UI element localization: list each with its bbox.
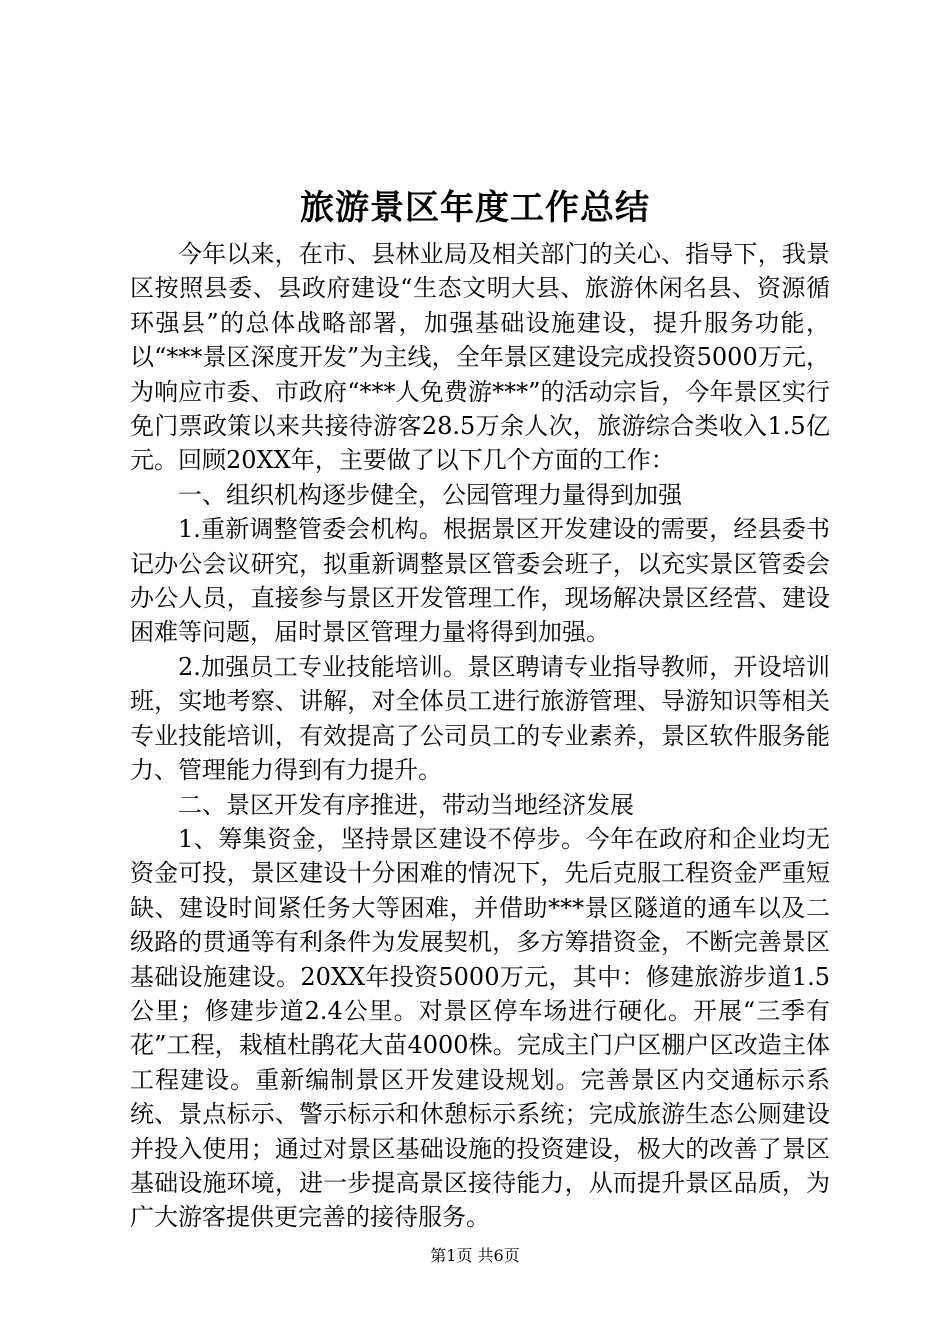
section-heading-2: 二、景区开发有序推进，带动当地经济发展	[178, 790, 634, 819]
document-title: 旅游景区年度工作总结	[300, 188, 650, 228]
paragraph-1-2: 2.加强员工专业技能培训。景区聘请专业指导教师，开设培训班，实地考察、讲解，对全体员工进行旅游管理、导游知识等相关专业技能培训，有效提高了公司员工的专业素养，景区软件服务能力、管理能力得到有力提升。	[130, 652, 830, 785]
intro-paragraph: 今年以来，在市、县林业局及相关部门的关心、指导下，我景区按照县委、县政府建设“生态文明大县、旅游休闲名县、资源循环强县”的总体战略部署，加强基础设施建设，提升服务功能，以“***景区深度开发”为主线，全年景区建设完成投资5000万元，为响应市委、市政府“***人免费游***”的活动宗旨，今年景区实行免门票政策以来共接待游客28.5万余人次，旅游综合类收入1.5亿元。回顾20XX年，主要做了以下几个方面的工作：	[130, 240, 830, 475]
paragraph-2-1: 1、筹集资金，坚持景区建设不停步。今年在政府和企业均无资金可投，景区建设十分困难的情况下，先后克服工程资金严重短缺、建设时间紧任务大等困难，并借助***景区隧道的通车以及二级路的贯通等有利条件为发展契机，多方筹措资金，不断完善景区基础设施建设。20XX年投资5000万元，其中：修建旅游步道1.5公里；修建步道2.4公里。对景区停车场进行硬化。开展“三季有花”工程，栽植杜鹃花大苗4000株。完成主门户区棚户区改造主体工程建设。重新编制景区开发建设规划。完善景区内交通标示系统、景点标示、警示标示和休憩标示系统；完成旅游生态公厕建设并投入使用；通过对景区基础设施的投资建设，极大的改善了景区基础设施环境，进一步提高景区接待能力，从而提升景区品质，为广大游客提供更完善的接待服务。	[130, 824, 830, 1232]
document-body	[130, 237, 830, 1235]
section-heading-1: 一、组织机构逐步健全，公园管理力量得到加强	[178, 480, 682, 509]
paragraph-1-1: 1.重新调整管委会机构。根据景区开发建设的需要，经县委书记办公会议研究，拟重新调整景区管委会班子，以充实景区管委会办公人员，直接参与景区开发管理工作，现场解决景区经营、建设困难等问题，届时景区管理力量将得到加强。	[130, 515, 830, 647]
page-number: 第1页 共6页	[430, 1246, 520, 1265]
